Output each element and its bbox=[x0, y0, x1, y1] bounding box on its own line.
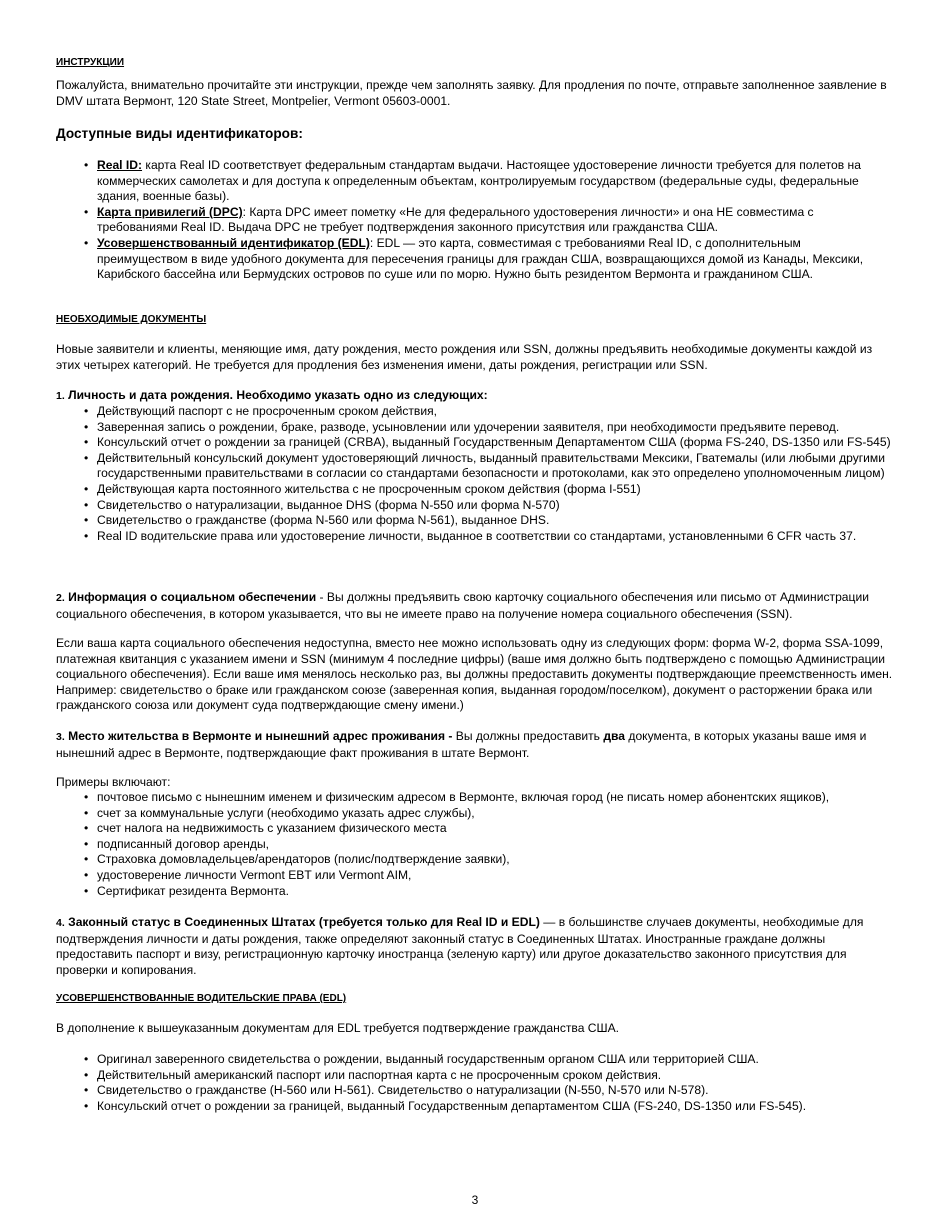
id-type-term: Усовершенствованный идентификатор (EDL) bbox=[97, 235, 370, 250]
list-item: • Консульский отчет о рождении за границей (CRBA), выданный Государственным Департаментом США (форма FS-240, DS-1350 или FS-545) bbox=[56, 435, 894, 451]
ssn-paragraph bbox=[56, 590, 894, 622]
list-item: • Сертификат резидента Вермонта. bbox=[56, 884, 894, 900]
list-item: • Оригинал заверенного свидетельства о рождении, выданный государственным органом США или территорией США. bbox=[56, 1052, 894, 1068]
residence-paragraph bbox=[56, 729, 894, 761]
identity-heading bbox=[56, 388, 894, 405]
id-type-desc: : Карта DPC имеет пометку «Не для федерального удостоверения личности» и она НЕ совместима с требованиями Real ID. Выдача DPC не требует подтверждения законного присутствия или гражданства США. bbox=[97, 204, 814, 235]
list-item: • Действительный американский паспорт или паспортная карта с не просроченным сроком действия. bbox=[56, 1068, 894, 1084]
id-types-heading: Доступные виды идентификаторов: bbox=[56, 126, 303, 141]
list-item: • Действующая карта постоянного жительства с не просроченным сроком действия (форма I-551) bbox=[56, 482, 894, 498]
instructions-text: Пожалуйста, внимательно прочитайте эти инструкции, прежде чем заполнять заявку. Для продления по почте, отправьте заполненное заявление в DMV штата Вермонт, 120 State Street, Montpelier, Vermont 05603-0001. bbox=[56, 78, 887, 108]
list-item: • Свидетельство о гражданстве (Н-560 или Н-561). Свидетельство о натурализации (N-550, N-570 или N-578). bbox=[56, 1083, 894, 1099]
list-item bbox=[56, 236, 894, 283]
emphasis-word: два bbox=[603, 729, 626, 743]
instructions-title: ИНСТРУКЦИИ bbox=[56, 57, 125, 68]
list-item: • Заверенная запись о рождении, браке, разводе, усыновлении или удочерении заявителя, при необходимости предъявите перевод. bbox=[56, 420, 894, 436]
edl-list bbox=[56, 1052, 894, 1114]
list-item: • Страховка домовладельцев/арендаторов (полис/подтверждение заявки), bbox=[56, 852, 894, 868]
list-item: • Действительный консульский документ удостоверяющий личность, выданный правительствами Мексики, Гватемалы (или любыми другими государственными правительствами в согласии со стандартами безопасности и протоколами, как это определено уполномоченным лицом) bbox=[56, 451, 894, 482]
list-item: • удостоверение личности Vermont EBT или Vermont AIM, bbox=[56, 868, 894, 884]
list-item: • Свидетельство о натурализации, выданное DHS (форма N-550 или форма N-570) bbox=[56, 498, 894, 514]
section-heading: Личность и дата рождения. Необходимо указать одно из следующих: bbox=[64, 388, 488, 402]
required-docs-title: НЕОБХОДИМЫЕ ДОКУМЕНТЫ bbox=[56, 314, 207, 325]
id-type-desc: : EDL — это карта, совместимая с требованиями Real ID, с дополнительным преимуществом в виде удобного документа для пересечения границы для граждан США, возвращающихся домой из Канады, Мексики, Карибского бассейна или Бермудских островов по суше или по морю. Нужно быть резидентом Вермонта и гражданином США. bbox=[97, 235, 864, 282]
section-number: 2. bbox=[56, 592, 65, 604]
list-item: • Свидетельство о гражданстве (форма N-560 или форма N-561), выданное DHS. bbox=[56, 513, 894, 529]
edl-title: УСОВЕРШЕНСТВОВАННЫЕ ВОДИТЕЛЬСКИЕ ПРАВА (EDL) bbox=[56, 993, 347, 1004]
residence-text: документа, в которых указаны ваше имя и нынешний адрес в Вермонте, подтверждающие факт проживания в штате Вермонт. bbox=[56, 729, 867, 760]
id-type-term: Карта привилегий (DPC) bbox=[97, 204, 243, 219]
edl-intro: В дополнение к вышеуказанным документам для EDL требуется подтверждение гражданства США. bbox=[56, 1021, 620, 1035]
ssn-text: - Вы должны предъявить свою карточку социального обеспечения или письмо от Администрации социального обеспечения, в котором указывается, что вы не имеете право на получение номера социального обеспечения (SSN). bbox=[56, 590, 869, 621]
section-heading: Место жительства в Вермонте и нынешний адрес проживания - bbox=[64, 729, 456, 743]
id-types-list bbox=[56, 158, 894, 283]
identity-list bbox=[56, 404, 894, 544]
id-type-term: Real ID: bbox=[97, 158, 143, 172]
legal-text: — в большинстве случаев документы, необходимые для подтверждения личности и даты рождения, также определяют законный статус в Соединенных Штатах. Иностранные граждане должны предоставить паспорт и визу, регистрационную карточку иностранца (зеленую карту) или другое доказательство законного присутствия для проверки и копирования. bbox=[56, 915, 864, 977]
list-item: • счет налога на недвижимость с указанием физического места bbox=[56, 821, 894, 837]
page-number: 3 bbox=[471, 1193, 479, 1207]
section-heading: Законный статус в Соединенных Штатах (требуется только для Real ID и EDL) bbox=[64, 915, 540, 929]
section-number: 1. bbox=[56, 390, 65, 402]
section-number: 3. bbox=[56, 731, 65, 743]
list-item: • подписанный договор аренды, bbox=[56, 837, 894, 853]
list-item bbox=[56, 158, 894, 205]
list-item: • Консульский отчет о рождении за границей, выданный Государственным департаментом США (FS-240, DS-1350 или FS-545). bbox=[56, 1099, 894, 1115]
list-item: • Действующий паспорт с не просроченным сроком действия, bbox=[56, 404, 894, 420]
section-number: 4. bbox=[56, 917, 65, 929]
residence-list bbox=[56, 790, 894, 899]
list-item: • почтовое письмо с нынешним именем и физическим адресом в Вермонте, включая город (не писать номер абонентских ящиков), bbox=[56, 790, 894, 806]
examples-label: Примеры включают: bbox=[56, 775, 171, 789]
section-heading: Информация о социальном обеспечении bbox=[64, 590, 317, 604]
id-type-desc: карта Real ID соответствует федеральным стандартам выдачи. Настоящее удостоверение личности требуется для полетов на коммерческих самолетах и для доступа к определенным объектам, контролируемым государством (федеральные суды, федеральные здания, военные базы). bbox=[97, 158, 861, 204]
list-item: • Real ID водительские права или удостоверение личности, выданное в соответствии со стандартами, установленными 6 CFR часть 37. bbox=[56, 529, 894, 545]
legal-status-paragraph bbox=[56, 915, 894, 978]
list-item: • счет за коммунальные услуги (необходимо указать адрес службы), bbox=[56, 806, 894, 822]
residence-text: Вы должны предоставить bbox=[455, 729, 604, 743]
required-docs-intro: Новые заявители и клиенты, меняющие имя, дату рождения, место рождения или SSN, должны предъявить необходимые документы каждой из этих четырех категорий. Не требуется для продления без изменения имени, даты рождения, регистрации или SSN. bbox=[56, 342, 873, 372]
ssn-alternative-text: Если ваша карта социального обеспечения недоступна, вместо нее можно использовать одну из следующих форм: форма W-2, форма SSA-1099, платежная квитанция с указанием имени и SSN (минимум 4 последние цифры) (ваше имя должно быть подтверждено с помощью Администрации социального обеспечения). Если ваше имя менялось несколько раз, вы должны предоставить документы подтверждающие преемственность имен. Например: свидетельство о браке или гражданском союзе (заверенная копия, выданная городом/поселком), документ о расторжении брака или гражданского союза или документ суда подтверждающие смену имени.) bbox=[56, 636, 893, 713]
list-item bbox=[56, 205, 894, 236]
